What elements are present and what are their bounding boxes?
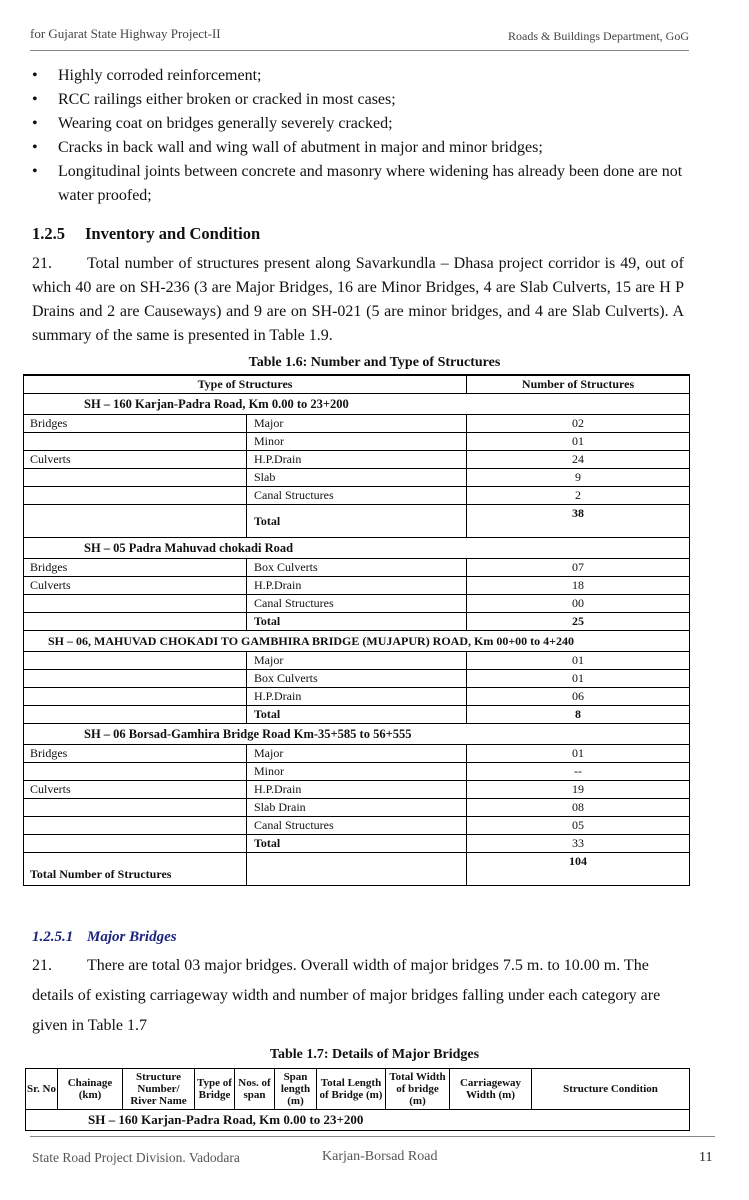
col-sr-no: Sr. No	[26, 1069, 58, 1110]
page-number: 11	[699, 1150, 713, 1165]
table-1-7-title: Table 1.7: Details of Major Bridges	[269, 1047, 480, 1062]
section-row: SH – 160 Karjan-Padra Road, Km 0.00 to 23+200	[26, 1110, 690, 1131]
bullet-item: • Longitudinal joints between concrete and masonry where widening has already been done are not water proofed;	[32, 160, 692, 208]
section-row: SH – 06 Borsad-Gamhira Bridge Road Km-35+585 to 56+555	[24, 724, 690, 745]
paragraph-number: 21.	[32, 957, 52, 974]
header-number: Number of Structures	[467, 375, 690, 394]
table-structures	[23, 374, 690, 886]
grand-total-row: Total Number of Structures 104	[24, 853, 690, 886]
section-row: SH – 05 Padra Mahuvad chokadi Road	[24, 538, 690, 559]
subsection-number: 1.2.5.1	[32, 929, 74, 945]
bullet-icon: •	[32, 91, 38, 108]
table-row: H.P.Drain 06	[24, 688, 690, 706]
table-row: Bridges Major 01	[24, 745, 690, 763]
bullet-list	[32, 64, 692, 208]
paragraph-major-bridges	[32, 951, 684, 1041]
section-number: 1.2.5	[32, 224, 65, 243]
bullet-icon: •	[32, 163, 38, 180]
section-row: SH – 06, MAHUVAD CHOKADI TO GAMBHIRA BRIDGE (MUJAPUR) ROAD, Km 00+00 to 4+240	[24, 631, 690, 652]
col-nos-of-span: Nos. of span	[235, 1069, 275, 1110]
bullet-item: • Cracks in back wall and wing wall of abutment in major and minor bridges;	[32, 136, 692, 160]
total-row: Total 33	[24, 835, 690, 853]
bullet-icon: •	[32, 67, 38, 84]
col-total-width: Total Width of bridge (m)	[386, 1069, 450, 1110]
col-carriageway-width: Carriageway Width (m)	[450, 1069, 532, 1110]
table-row: Bridges Box Culverts 07	[24, 559, 690, 577]
header-project: for Gujarat State Highway Project-II	[30, 26, 221, 41]
table-row: Box Culverts 01	[24, 670, 690, 688]
bullet-item: • Wearing coat on bridges generally severely cracked;	[32, 112, 692, 136]
footer-road: Karjan-Borsad Road	[322, 1149, 438, 1164]
total-row: Total 8	[24, 706, 690, 724]
bullet-icon: •	[32, 115, 38, 132]
col-structure-number: Structure Number/ River Name	[123, 1069, 195, 1110]
table-row: Canal Structures 00	[24, 595, 690, 613]
header-department: Roads & Buildings Department, GoG	[508, 29, 689, 43]
bullet-item: • RCC railings either broken or cracked in most cases;	[32, 88, 692, 112]
paragraph-text: Total number of structures present along Savarkundla – Dhasa project corridor is 49, out of which 40 are on SH-236 (3 are Major Bridges, 16 are Minor Bridges, 4 are Slab Culverts, 15 are H P Drains and 2 are Causeways) and 9 are on SH-021 (5 are minor bridges, and 4 are Slab Culverts). A summary of the same is presented in Table 1.9.	[32, 255, 684, 344]
table-row: Major 01	[24, 652, 690, 670]
col-type-of-bridge: Type of Bridge	[195, 1069, 235, 1110]
total-row: Total 25	[24, 613, 690, 631]
col-chainage: Chainage (km)	[58, 1069, 123, 1110]
footer-divider	[30, 1136, 715, 1137]
table-1-6-title: Table 1.6: Number and Type of Structures	[248, 355, 501, 370]
page-header	[30, 0, 689, 51]
total-row: Total 38	[24, 505, 690, 538]
paragraph-text: There are total 03 major bridges. Overall width of major bridges 7.5 m. to 10.00 m. The details of existing carriageway width and number of major bridges falling under each category are given in Table 1.7	[32, 957, 661, 1034]
col-structure-condition: Structure Condition	[532, 1069, 690, 1110]
table-header-row	[24, 375, 690, 394]
table-row: Culverts H.P.Drain 19	[24, 781, 690, 799]
paragraph-number: 21.	[32, 255, 52, 272]
table-row: Culverts H.P.Drain 18	[24, 577, 690, 595]
table-row: Canal Structures 05	[24, 817, 690, 835]
section-row: SH – 160 Karjan-Padra Road, Km 0.00 to 23+200	[24, 394, 690, 415]
paragraph-inventory	[32, 252, 684, 348]
subsection-heading	[32, 929, 177, 946]
col-total-length: Total Length of Bridge (m)	[317, 1069, 386, 1110]
table-row: Slab 9	[24, 469, 690, 487]
table-major-bridges	[25, 1068, 690, 1131]
header-type: Type of Structures	[24, 375, 467, 394]
table-row: Bridges Major 02	[24, 415, 690, 433]
table-row: Minor 01	[24, 433, 690, 451]
col-span-length: Span length (m)	[275, 1069, 317, 1110]
bullet-icon: •	[32, 139, 38, 156]
subsection-title: Major Bridges	[87, 929, 177, 945]
section-heading	[32, 224, 260, 244]
table-row: Culverts H.P.Drain 24	[24, 451, 690, 469]
table-row: Minor --	[24, 763, 690, 781]
table-row: Canal Structures 2	[24, 487, 690, 505]
bullet-item: • Highly corroded reinforcement;	[32, 64, 692, 88]
footer-division: State Road Project Division. Vadodara	[32, 1150, 240, 1165]
table-header-row	[26, 1069, 690, 1110]
table-row: Slab Drain 08	[24, 799, 690, 817]
section-title: Inventory and Condition	[85, 224, 261, 243]
